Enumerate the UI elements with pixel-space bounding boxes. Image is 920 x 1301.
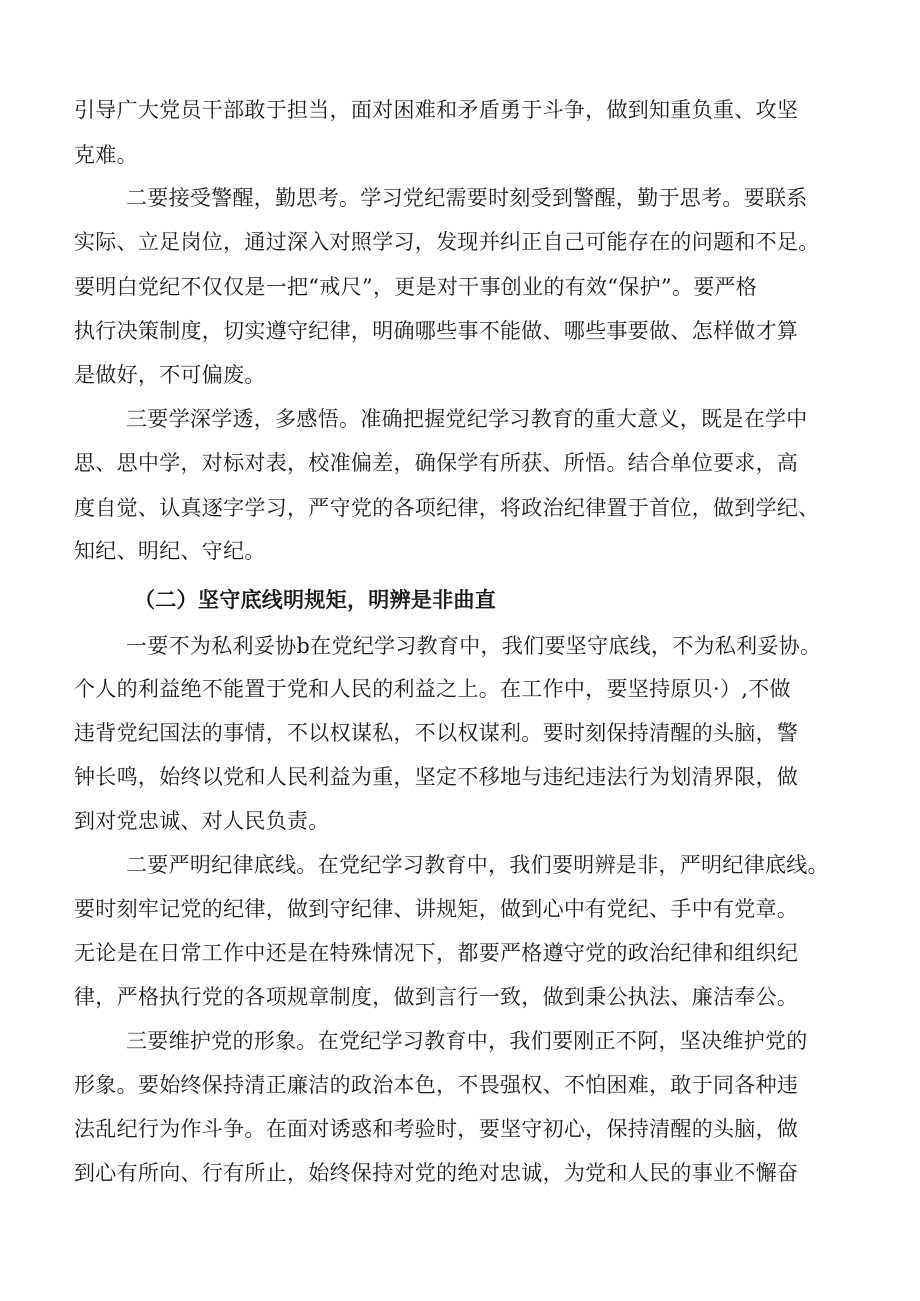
paragraph-start-line: 三要学深学透，多感悟。准确把握党纪学习教育的重大意义，既是在学中 bbox=[126, 407, 808, 431]
text-line: 律，严格执行党的各项规章制度，做到言行一致，做到秉公执法、廉洁奉公。 bbox=[74, 985, 799, 1009]
paragraph-start-line: 二要接受警醒，勤思考。学习党纪需要时刻受到警醒，勤于思考。要联系 bbox=[126, 186, 808, 210]
text-line: 到心有所向、行有所止，始终保持对党的绝对忠诚，为党和人民的事业不懈奋 bbox=[74, 1161, 799, 1185]
text-line: 执行决策制度，切实遵守纪律，明确哪些事不能做、哪些事要做、怎样做才算 bbox=[74, 319, 799, 343]
paragraph-start-line: 二要严明纪律底线。在党纪学习教育中，我们要明辨是非，严明纪律底线。 bbox=[126, 853, 829, 877]
section-heading: （二）坚守底线明规矩，明辨是非曲直 bbox=[134, 588, 497, 612]
text-line: 克难。 bbox=[74, 143, 138, 167]
text-line: 到对党忠诚、对人民负责。 bbox=[74, 809, 330, 833]
text-line: 法乱纪行为作斗争。在面对诱惑和考验时，要坚守初心，保持清醒的头脑，做 bbox=[74, 1117, 799, 1141]
text-line: 违背党纪国法的事情，不以权谋私，不以权谋利。要时刻保持清醒的头脑，警 bbox=[74, 721, 799, 745]
text-line: 无论是在日常工作中还是在特殊情况下，都要严格遵守党的政治纪律和组织纪 bbox=[74, 941, 799, 965]
text-line: 形象。要始终保持清正廉洁的政治本色，不畏强权、不怕困难，敢于同各种违 bbox=[74, 1073, 799, 1097]
text-line: 引导广大党员干部敢于担当，面对困难和矛盾勇于斗争，做到知重负重、攻坚 bbox=[74, 98, 799, 122]
text-line: 要时刻牢记党的纪律，做到守纪律、讲规矩，做到心中有党纪、手中有党章。 bbox=[74, 897, 799, 921]
text-line: 钟长鸣，始终以党和人民利益为重，坚定不移地与违纪违法行为划清界限，做 bbox=[74, 765, 799, 789]
text-line: 知纪、明纪、守纪。 bbox=[74, 539, 266, 563]
text-line: 度自觉、认真逐字学习，严守党的各项纪律，将政治纪律置于首位，做到学纪、 bbox=[74, 496, 820, 520]
text-line: 要明白党纪不仅仅是一把“戒尺”，更是对干事创业的有效“保护”。要严格 bbox=[74, 275, 758, 299]
text-line: 思、思中学，对标对表，校准偏差，确保学有所获、所悟。结合单位要求，高 bbox=[74, 451, 799, 475]
paragraph-start-line: 一要不为私利妥协b在党纪学习教育中，我们要坚守底线，不为私利妥协。 bbox=[126, 634, 822, 658]
text-line: 个人的利益绝不能置于党和人民的利益之上。在工作中，要坚持原贝·）,不做 bbox=[74, 677, 791, 701]
text-line: 是做好，不可偏废。 bbox=[74, 363, 266, 387]
paragraph-start-line: 三要维护党的形象。在党纪学习教育中，我们要刚正不阿，坚决维护党的 bbox=[126, 1029, 808, 1053]
text-line: 实际、立足岗位，通过深入对照学习，发现并纠正自己可能存在的问题和不足。 bbox=[74, 230, 820, 254]
